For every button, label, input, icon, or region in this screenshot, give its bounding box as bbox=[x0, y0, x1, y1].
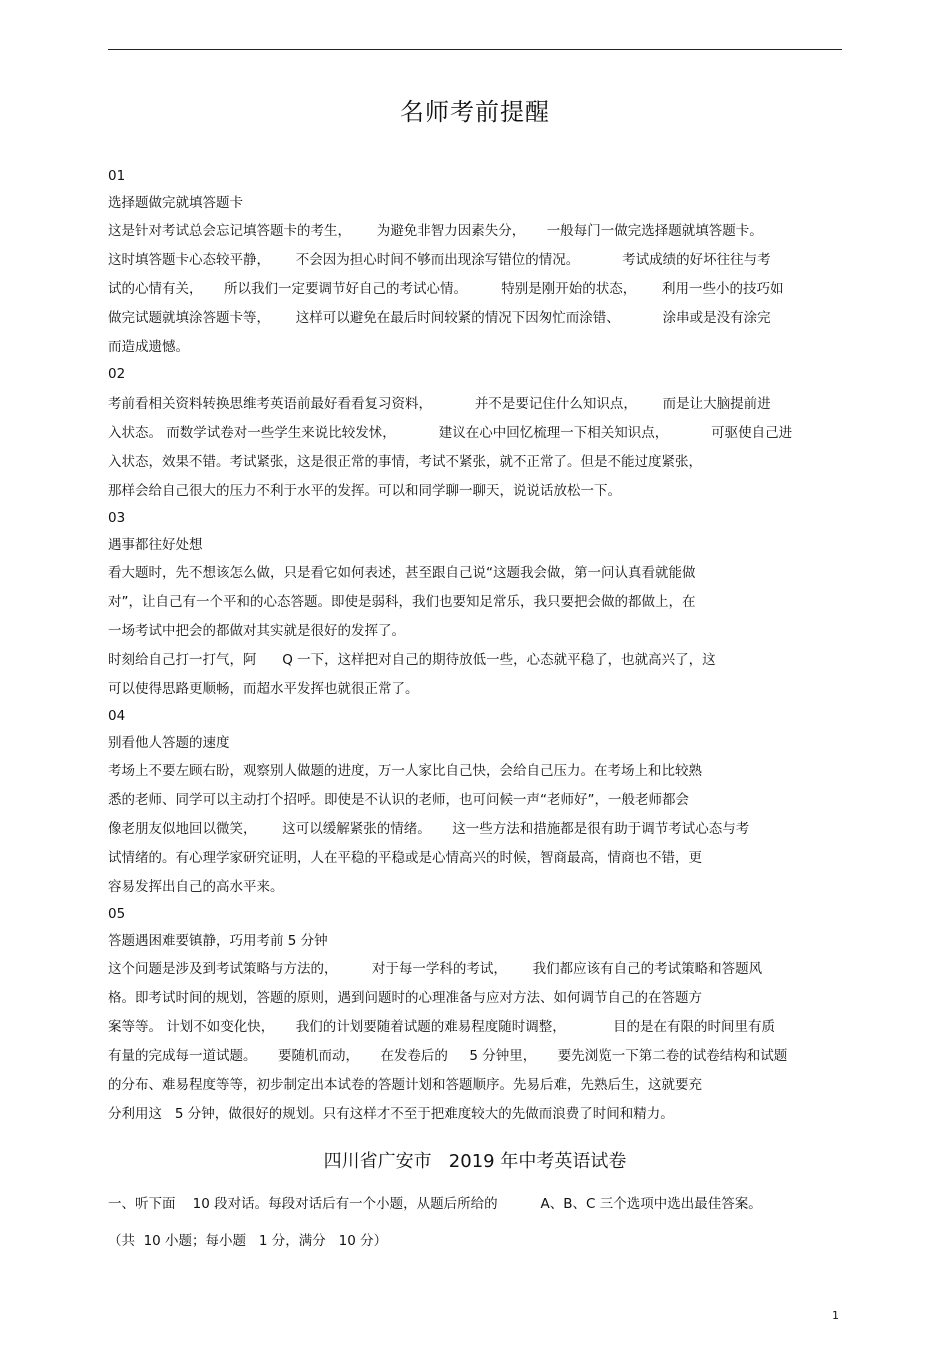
tip-section bbox=[108, 364, 848, 508]
section-number: 02 bbox=[108, 366, 126, 382]
paragraph-line: 一场考试中把会的都做对其实就是很好的发挥了。 bbox=[108, 623, 405, 639]
paragraph-line: 考前看相关资料转换思维考英语前最好看看复习资料， 并不是要记住什么知识点， 而是让大脑提前进 bbox=[108, 396, 771, 412]
paragraph-line: 这是针对考试总会忘记填答题卡的考生， 为避免非智力因素失分， 一般每门一做完选择题就填答题卡。 bbox=[108, 223, 763, 239]
paragraph-line: 考场上不要左顾右盼，观察别人做题的进度，万一人家比自己快，会给自己压力。在考场上和比较熟 bbox=[108, 763, 702, 779]
paragraph-line: 像老朋友似地回以微笑， 这可以缓解紧张的情绪。 这一些方法和措施都是很有助于调节考试心态与考 bbox=[108, 821, 750, 837]
section-number: 03 bbox=[108, 510, 126, 526]
paragraph-line: 分利用这 5 分钟，做很好的规划。只有这样才不至于把难度较大的先做而浪费了时间和精力。 bbox=[108, 1106, 674, 1122]
section-number: 05 bbox=[108, 906, 126, 922]
section-spacer bbox=[108, 1129, 848, 1131]
paragraph-line: 而造成遗憾。 bbox=[108, 339, 189, 355]
paragraph-line: 入状态，效果不错。考试紧张，这是很正常的事情，考试不紧张，就不正常了。但是不能过度紧张， bbox=[108, 454, 702, 470]
paragraph-line: 做完试题就填涂答题卡等， 这样可以避免在最后时间较紧的情况下因匆忙而涂错、 涂串或是没有涂完 bbox=[108, 310, 771, 326]
paragraph-line: 格。即考试时间的规划，答题的原则，遇到问题时的心理准备与应对方法、如何调节自己的在答题方 bbox=[108, 990, 702, 1006]
paragraph-line: 那样会给自己很大的压力不利于水平的发挥。可以和同学聊一聊天，说说话放松一下。 bbox=[108, 483, 621, 499]
tip-section bbox=[108, 706, 848, 904]
section-number: 01 bbox=[108, 168, 126, 184]
section-heading: 别看他人答题的速度 bbox=[108, 735, 230, 751]
exam-title: 四川省广安市 2019 年中考英语试卷 bbox=[323, 1151, 627, 1172]
section-number: 04 bbox=[108, 708, 126, 724]
page-title: 名师考前提醒 bbox=[400, 98, 550, 126]
paragraph-line: 案等等。 计划不如变化快， 我们的计划要随着试题的难易程度随时调整， 目的是在有限的时间里有质 bbox=[108, 1019, 775, 1035]
paragraph-line: 这个问题是涉及到考试策略与方法的， 对于每一学科的考试， 我们都应该有自己的考试策略和答题风 bbox=[108, 961, 763, 977]
tip-section bbox=[108, 508, 848, 706]
section-heading: 答题遇困难要镇静，巧用考前 5 分钟 bbox=[108, 933, 328, 949]
paragraph-line: 有量的完成每一道试题。 要随机而动， 在发卷后的 5 分钟里， 要先浏览一下第二卷的试卷结构和试题 bbox=[108, 1048, 788, 1064]
listening-note: （共 10 小题；每小题 1 分，满分 10 分） bbox=[108, 1233, 388, 1249]
header-rule bbox=[108, 49, 842, 50]
paragraph-line: 对”，让自己有一个平和的心态答题。即使是弱科，我们也要知足常乐，我只要把会做的都做上，在 bbox=[108, 594, 696, 610]
paragraph-line: 试情绪的。有心理学家研究证明，人在平稳的平稳或是心情高兴的时候，智商最高，情商也不错，更 bbox=[108, 850, 702, 866]
tip-section bbox=[108, 904, 848, 1131]
paragraph-line: 悉的老师、同学可以主动打个招呼。即使是不认识的老师，也可问候一声“老师好”，一般老师都会 bbox=[108, 792, 689, 808]
paragraph-line: 容易发挥出自己的高水平来。 bbox=[108, 879, 284, 895]
paragraph-line: 入状态。 而数学试卷对一些学生来说比较发怵， 建议在心中回忆梳理一下相关知识点， 可驱使自己进 bbox=[108, 425, 793, 441]
tips-content bbox=[108, 166, 848, 1131]
page-number: 1 bbox=[832, 1309, 839, 1322]
section-heading: 遇事都往好处想 bbox=[108, 537, 203, 553]
listening-instruction: 一、听下面 10 段对话。每段对话后有一个小题，从题后所给的 A、B、C 三个选项中选出最佳答案。 bbox=[108, 1196, 762, 1212]
paragraph-line: 这时填答题卡心态较平静， 不会因为担心时间不够而出现涂写错位的情况。 考试成绩的好坏往往与考 bbox=[108, 252, 771, 268]
paragraph-line: 看大题时，先不想该怎么做，只是看它如何表述，甚至跟自己说“这题我会做，第一问认真看就能做 bbox=[108, 565, 696, 581]
tip-section bbox=[108, 166, 848, 364]
paragraph-line: 可以使得思路更顺畅，而超水平发挥也就很正常了。 bbox=[108, 681, 419, 697]
paragraph-line: 时刻给自己打一打气，阿 Q 一下，这样把对自己的期待放低一些，心态就平稳了，也就高兴了，这 bbox=[108, 652, 716, 668]
paragraph-line: 试的心情有关， 所以我们一定要调节好自己的考试心情。 特别是刚开始的状态， 利用一些小的技巧如 bbox=[108, 281, 784, 297]
paragraph-line: 的分布、难易程度等等，初步制定出本试卷的答题计划和答题顺序。先易后难，先熟后生，这就要充 bbox=[108, 1077, 702, 1093]
section-heading: 选择题做完就填答题卡 bbox=[108, 195, 243, 211]
